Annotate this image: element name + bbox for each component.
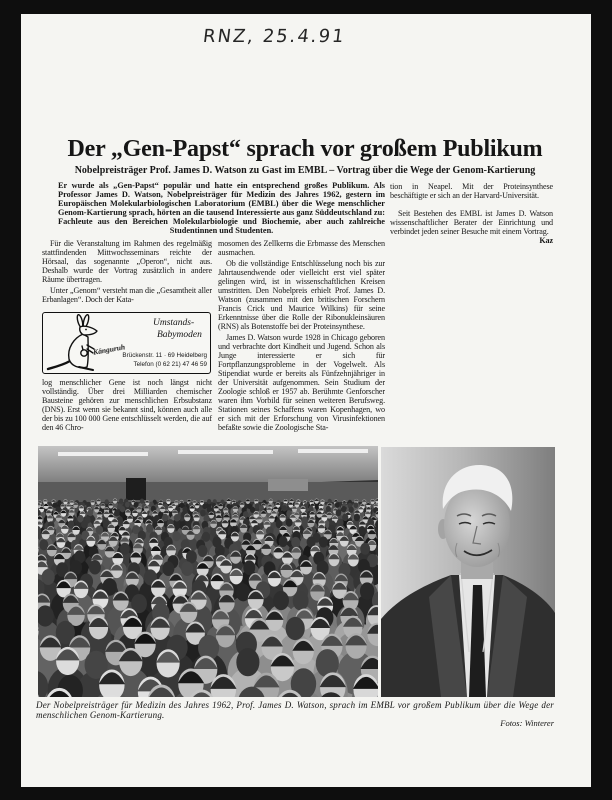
subheadline: Nobelpreisträger Prof. James D. Watson zu Gast im EMBL – Vortrag über die Wege der Genom-Kartierung [74,165,536,176]
author-initials: Kaz [539,236,553,245]
advertisement-box [42,312,211,374]
headline: Der „Gen-Papst“ sprach vor großem Publikum [67,136,543,162]
article-paragraph [390,209,553,245]
article-paragraph: Ob die vollständige Entschlüsselung noch bis zur Jahrtausendwende oder vielleicht erst viel später gelingen wird, ist in wissenschaftlichen Kreisen umstritten. Den Nobelpreis erhielt Prof. James D. Watson (zusammen mit den britischen Forschern Francis Crick und Maurice Wilkins) für seine Erkenntnisse über die Rolle der Ribonukleinsäuren (RNS) als Botenstoffe bei der Proteinsynthese. [218,259,385,331]
article-column-2 [218,239,385,432]
article-column-1-bottom [42,378,212,432]
handwritten-source-note: RNZ, 25.4.91 [201,26,347,47]
article-paragraph: Für die Veranstaltung im Rahmen des regelmäßig stattfindenden Mittwochsseminars reichte der Hörsaal, das sogenannte „Operon“, nicht aus. Deshalb wurde der Vortrag zusätzlich in andere Räume übertragen. [42,239,212,284]
kangaroo-logo-icon [46,314,110,372]
article-paragraph: mosomen des Zellkerns die Erbmasse des Menschen ausmachen. [218,239,385,257]
article-paragraph: Unter „Genom“ versteht man die „Gesamtheit aller Erbanlagen“. Doch der Kata- [42,286,212,304]
ad-address: Brückenstr. 11 · 69 Heidelberg [122,352,207,359]
audience-photo [38,446,378,697]
ad-phone: Telefon (0 62 21) 47 46 59 [133,361,207,368]
photo-caption: Der Nobelpreisträger für Medizin des Jahres 1962, Prof. James D. Watson, sprach im EMBL vor großem Publikum über die Wege der menschlichen Genom-Kartierung. [36,700,554,720]
article-paragraph: log menschlicher Gene ist noch längst nicht vollständig. Über drei Milliarden chemischer Bausteine gehören zur menschlichen Erbsubstanz (DNS). Erst wenn sie bekannt sind, können auch alle der bis zu 100 000 Gene entschlüsselt werden, die auf den 46 Chro- [42,378,212,432]
ad-brand-name: Känguruh [92,342,126,357]
article-paragraph-text: Seit Bestehen des EMBL ist James D. Watson wissenschaftlicher Berater der Einrichtung und verbindet jeden seiner Besuche mit einem Vortrag. [390,209,553,236]
article-paragraph: tion in Neapel. Mit der Proteinsynthese beschäftigte er sich an der Harvard-Universität. [390,182,553,200]
ceiling-light [178,450,273,454]
article-paragraph: James D. Watson wurde 1928 in Chicago geboren und verbrachte dort Kindheit und Jugend. Schon als Junge interessierte er sich für Fortpflanzungsprobleme in der Vogelwelt. Als Stipendiat wurde er bereits als Fünfzehnjähriger in der Universität aufgenommen. Sein Studium der Zoologie schloß er 1957 ab. Berühmte Genforscher waren ihm Vorbild für seinen weiteren Berufsweg. Stationen seines Schaffens waren Kopenhagen, wo er sich mit der Erforschung von Virusinfektionen befaßte sowie die Zoologische Sta- [218,333,385,432]
article-column-3 [390,182,553,245]
portrait-photo-watson [381,447,555,697]
lead-paragraph: Er wurde als „Gen-Papst“ populär und hatte ein entsprechend großes Publikum. Als Professor James D. Watson, Nobelpreisträger für Medizin des Jahres 1962, gestern im Europäischen Molekularbiologischen Laboratorium (EMBL) über die Wege menschlicher Genom-Kartierung sprach, hörten an die tausend Interessierte aus ganz Süddeutschland zu: Fachleute aus den Bereichen Molekularbiologie und Biochemie, aber auch zahlreiche Studentinnen und Studenten. [58,181,385,235]
back-wall [38,482,378,502]
ceiling-light [298,449,368,453]
back-door [126,478,146,500]
photo-credit: Fotos: Winterer [500,718,554,728]
ad-tagline-line-2: Babymoden [157,330,202,340]
ceiling-light [58,452,148,456]
ad-tagline-line-1: Umstands- [153,318,195,328]
article-column-1-top [42,239,212,304]
back-window [268,479,308,491]
